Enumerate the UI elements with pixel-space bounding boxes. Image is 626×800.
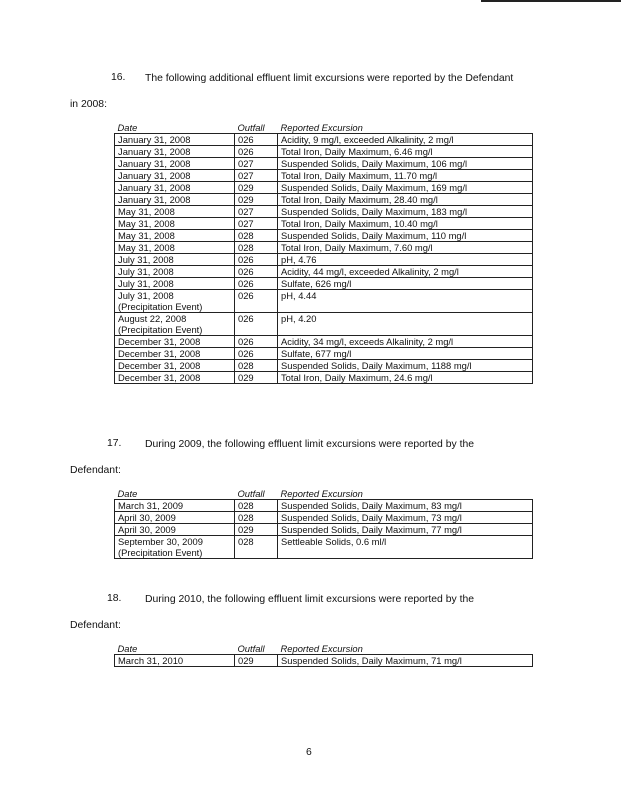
excursion-cell: pH, 4.76 (278, 254, 533, 266)
table-row (115, 266, 533, 278)
date-cell: May 31, 2008 (115, 206, 235, 218)
excursion-cell: pH, 4.20 (278, 313, 533, 336)
table-row (115, 655, 533, 667)
table-row (115, 524, 533, 536)
outfall-cell: 026 (235, 254, 278, 266)
paragraph-number-18: 18. (107, 593, 122, 604)
table-row (115, 500, 533, 512)
excursion-cell: Suspended Solids, Daily Maximum, 1188 mg/l (278, 360, 533, 372)
outfall-cell: 028 (235, 242, 278, 254)
table-row (115, 170, 533, 182)
excursion-cell: Suspended Solids, Daily Maximum, 71 mg/l (278, 655, 533, 667)
date-cell: December 31, 2008 (115, 336, 235, 348)
excursion-cell: Suspended Solids, Daily Maximum, 77 mg/l (278, 524, 533, 536)
outfall-cell: 028 (235, 230, 278, 242)
paragraph-18-line1: During 2010, the following effluent limit excursions were reported by the (145, 594, 475, 605)
date-cell: May 31, 2008 (115, 218, 235, 230)
table-row (115, 512, 533, 524)
date-cell: December 31, 2008 (115, 372, 235, 384)
table-row (115, 134, 533, 146)
column-header: Date (115, 643, 235, 655)
outfall-cell: 029 (235, 372, 278, 384)
outfall-cell: 026 (235, 348, 278, 360)
outfall-cell: 026 (235, 146, 278, 158)
date-cell: August 22, 2008 (Precipitation Event) (115, 313, 235, 336)
outfall-cell: 026 (235, 266, 278, 278)
paragraph-number-16: 16. (111, 72, 126, 83)
page-number: 6 (306, 747, 312, 758)
excursion-cell: Total Iron, Daily Maximum, 10.40 mg/l (278, 218, 533, 230)
paragraph-17-line2: Defendant: (70, 465, 121, 476)
date-cell: January 31, 2008 (115, 158, 235, 170)
column-header: Outfall (235, 122, 278, 134)
date-cell: December 31, 2008 (115, 360, 235, 372)
column-header: Reported Excursion (278, 488, 533, 500)
column-header: Outfall (235, 488, 278, 500)
outfall-cell: 026 (235, 290, 278, 313)
date-cell: January 31, 2008 (115, 134, 235, 146)
excursion-cell: Suspended Solids, Daily Maximum, 169 mg/l (278, 182, 533, 194)
column-header: Reported Excursion (278, 122, 533, 134)
date-cell: July 31, 2008 (115, 266, 235, 278)
date-cell: March 31, 2010 (115, 655, 235, 667)
date-cell: July 31, 2008 (115, 278, 235, 290)
outfall-cell: 029 (235, 182, 278, 194)
excursion-cell: Sulfate, 677 mg/l (278, 348, 533, 360)
table-row (115, 290, 533, 313)
date-cell: January 31, 2008 (115, 194, 235, 206)
paragraph-18-line2: Defendant: (70, 620, 121, 631)
column-header: Outfall (235, 643, 278, 655)
excursion-cell: Total Iron, Daily Maximum, 28.40 mg/l (278, 194, 533, 206)
date-cell: September 30, 2009 (Precipitation Event) (115, 536, 235, 559)
paragraph-16-line1: The following additional effluent limit excursions were reported by the Defendant (145, 73, 514, 84)
excursion-cell: Settleable Solids, 0.6 ml/l (278, 536, 533, 559)
excursion-cell: Suspended Solids, Daily Maximum, 83 mg/l (278, 500, 533, 512)
outfall-cell: 029 (235, 655, 278, 667)
outfall-cell: 029 (235, 524, 278, 536)
excursion-cell: Acidity, 9 mg/l, exceeded Alkalinity, 2 mg/l (278, 134, 533, 146)
column-header: Reported Excursion (278, 643, 533, 655)
date-cell: December 31, 2008 (115, 348, 235, 360)
excursion-cell: Acidity, 34 mg/l, exceeds Alkalinity, 2 mg/l (278, 336, 533, 348)
table-row (115, 254, 533, 266)
excursion-cell: Total Iron, Daily Maximum, 7.60 mg/l (278, 242, 533, 254)
excursions-table-2008 (114, 122, 533, 384)
excursion-cell: Suspended Solids, Daily Maximum, 110 mg/l (278, 230, 533, 242)
outfall-cell: 028 (235, 512, 278, 524)
outfall-cell: 026 (235, 313, 278, 336)
outfall-cell: 027 (235, 218, 278, 230)
outfall-cell: 027 (235, 170, 278, 182)
excursion-cell: Suspended Solids, Daily Maximum, 106 mg/l (278, 158, 533, 170)
outfall-cell: 028 (235, 536, 278, 559)
excursion-cell: Total Iron, Daily Maximum, 24.6 mg/l (278, 372, 533, 384)
table-row (115, 348, 533, 360)
excursion-cell: Suspended Solids, Daily Maximum, 73 mg/l (278, 512, 533, 524)
table-row (115, 336, 533, 348)
outfall-cell: 026 (235, 278, 278, 290)
table-row (115, 536, 533, 559)
table-row (115, 194, 533, 206)
table-row (115, 278, 533, 290)
table-row (115, 146, 533, 158)
date-cell: May 31, 2008 (115, 230, 235, 242)
paragraph-16-line2: in 2008: (70, 99, 107, 110)
column-header: Date (115, 488, 235, 500)
table-row (115, 218, 533, 230)
table-row (115, 372, 533, 384)
date-cell: January 31, 2008 (115, 146, 235, 158)
excursion-cell: Acidity, 44 mg/l, exceeded Alkalinity, 2 mg/l (278, 266, 533, 278)
date-cell: April 30, 2009 (115, 512, 235, 524)
excursion-cell: pH, 4.44 (278, 290, 533, 313)
outfall-cell: 026 (235, 134, 278, 146)
outfall-cell: 027 (235, 158, 278, 170)
table-row (115, 230, 533, 242)
paragraph-number-17: 17. (107, 438, 122, 449)
outfall-cell: 028 (235, 500, 278, 512)
table-row (115, 360, 533, 372)
date-cell: March 31, 2009 (115, 500, 235, 512)
table-header-row (115, 488, 533, 500)
outfall-cell: 027 (235, 206, 278, 218)
outfall-cell: 026 (235, 336, 278, 348)
table-row (115, 206, 533, 218)
date-cell: January 31, 2008 (115, 170, 235, 182)
excursions-table-2009 (114, 488, 533, 559)
outfall-cell: 029 (235, 194, 278, 206)
column-header: Date (115, 122, 235, 134)
outfall-cell: 028 (235, 360, 278, 372)
excursion-cell: Total Iron, Daily Maximum, 6.46 mg/l (278, 146, 533, 158)
paragraph-17-line1: During 2009, the following effluent limit excursions were reported by the (145, 439, 475, 450)
date-cell: April 30, 2009 (115, 524, 235, 536)
date-cell: May 31, 2008 (115, 242, 235, 254)
top-rule (481, 0, 621, 2)
table-header-row (115, 122, 533, 134)
date-cell: July 31, 2008 (115, 254, 235, 266)
table-row (115, 182, 533, 194)
table-row (115, 158, 533, 170)
excursions-table-2010 (114, 643, 533, 667)
excursion-cell: Total Iron, Daily Maximum, 11.70 mg/l (278, 170, 533, 182)
date-cell: January 31, 2008 (115, 182, 235, 194)
excursion-cell: Sulfate, 626 mg/l (278, 278, 533, 290)
date-cell: July 31, 2008 (Precipitation Event) (115, 290, 235, 313)
excursion-cell: Suspended Solids, Daily Maximum, 183 mg/l (278, 206, 533, 218)
table-header-row (115, 643, 533, 655)
table-row (115, 313, 533, 336)
table-row (115, 242, 533, 254)
